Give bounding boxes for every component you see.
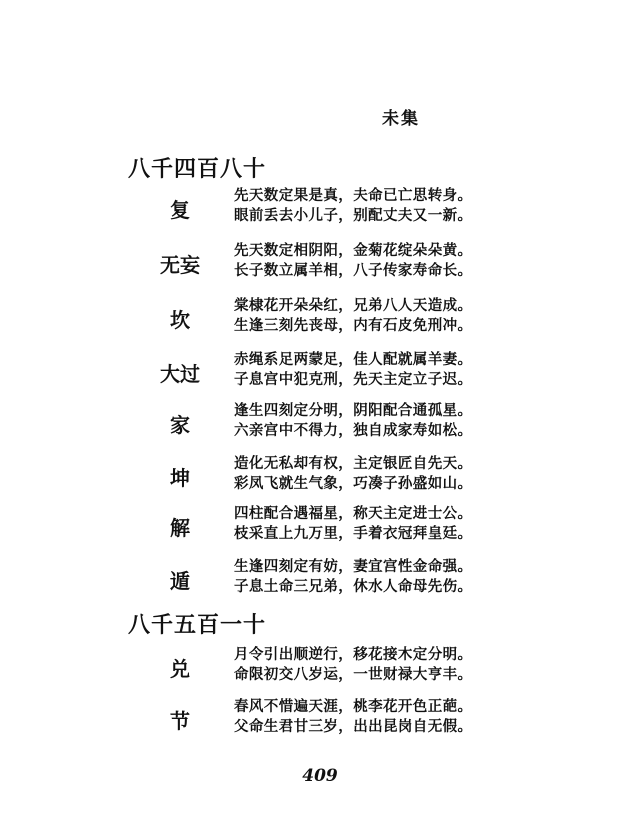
section-title: 八千五百一十 bbox=[128, 612, 267, 638]
verse-line: 子息土命三兄弟，休水人命母先伤。 bbox=[234, 578, 473, 595]
verse-line: 子息宫中犯克刑，先天主定立子迟。 bbox=[234, 371, 473, 388]
hexagram-name: 兑 bbox=[170, 656, 190, 681]
verse bbox=[234, 504, 472, 544]
section-title: 八千四百八十 bbox=[128, 156, 267, 182]
verse-line: 六亲宫中不得力，独自成家寿如松。 bbox=[234, 422, 473, 439]
verse-line: 生逢三刻先丧母，内有石皮免刑冲。 bbox=[234, 317, 473, 334]
verse bbox=[234, 186, 472, 226]
entry bbox=[130, 697, 473, 741]
hexagram-name: 大过 bbox=[160, 361, 200, 386]
entry bbox=[130, 645, 473, 689]
verse-line: 棠棣花开朵朵红，兄弟八人天造成。 bbox=[234, 297, 473, 314]
hexagram-name: 节 bbox=[170, 708, 190, 733]
verse-line: 枝采直上九万里，手着衣冠拜皇廷。 bbox=[234, 525, 473, 542]
verse bbox=[234, 350, 472, 390]
hexagram-name: 遁 bbox=[170, 568, 190, 593]
verse-line: 先天数定果是真，夫命已亡思转身。 bbox=[234, 187, 473, 204]
entry bbox=[130, 350, 473, 394]
verse-line: 造化无私却有权，主定银匠自先天。 bbox=[234, 455, 473, 472]
entry bbox=[130, 401, 473, 445]
verse bbox=[234, 697, 472, 737]
hexagram-name: 复 bbox=[170, 197, 190, 222]
verse-line: 父命生君甘三岁，出出昆岗自无假。 bbox=[234, 718, 473, 735]
verse bbox=[234, 296, 472, 336]
verse bbox=[234, 557, 472, 597]
verse bbox=[234, 645, 472, 685]
entry bbox=[130, 454, 473, 498]
verse bbox=[234, 241, 472, 281]
verse bbox=[234, 401, 472, 441]
verse-line: 命限初交八岁运，一世财禄大亨丰。 bbox=[234, 666, 473, 683]
hexagram-name: 无妄 bbox=[160, 252, 200, 277]
page-header: 未集 bbox=[382, 109, 420, 129]
entry bbox=[130, 241, 473, 285]
verse-line: 先天数定相阴阳，金菊花绽朵朵黄。 bbox=[234, 242, 473, 259]
verse bbox=[234, 454, 472, 494]
verse-line: 四柱配合遇福星，称天主定进士公。 bbox=[234, 505, 473, 522]
hexagram-name: 坤 bbox=[170, 465, 190, 490]
hexagram-name: 坎 bbox=[170, 307, 190, 332]
verse-line: 眼前丢去小儿子，别配丈夫又一新。 bbox=[234, 207, 473, 224]
verse-line: 春风不惜遍天涯，桃李花开色正葩。 bbox=[234, 698, 473, 715]
verse-line: 月令引出顺逆行，移花接木定分明。 bbox=[234, 646, 473, 663]
hexagram-name: 家 bbox=[170, 412, 190, 437]
verse-line: 生逢四刻定有妨，妻宜宫性金命强。 bbox=[234, 558, 473, 575]
entry bbox=[130, 296, 473, 340]
page-number: 409 bbox=[302, 766, 338, 786]
verse-line: 长子数立属羊相，八子传家寿命长。 bbox=[234, 262, 473, 279]
entry bbox=[130, 504, 473, 548]
verse-line: 逢生四刻定分明，阴阳配合通孤星。 bbox=[234, 402, 473, 419]
hexagram-name: 解 bbox=[170, 515, 190, 540]
entry bbox=[130, 557, 473, 601]
verse-line: 彩凤飞就生气象，巧凑子孙盛如山。 bbox=[234, 475, 473, 492]
entry bbox=[130, 186, 473, 230]
verse-line: 赤绳系足两蒙足，佳人配就属羊妻。 bbox=[234, 351, 473, 368]
